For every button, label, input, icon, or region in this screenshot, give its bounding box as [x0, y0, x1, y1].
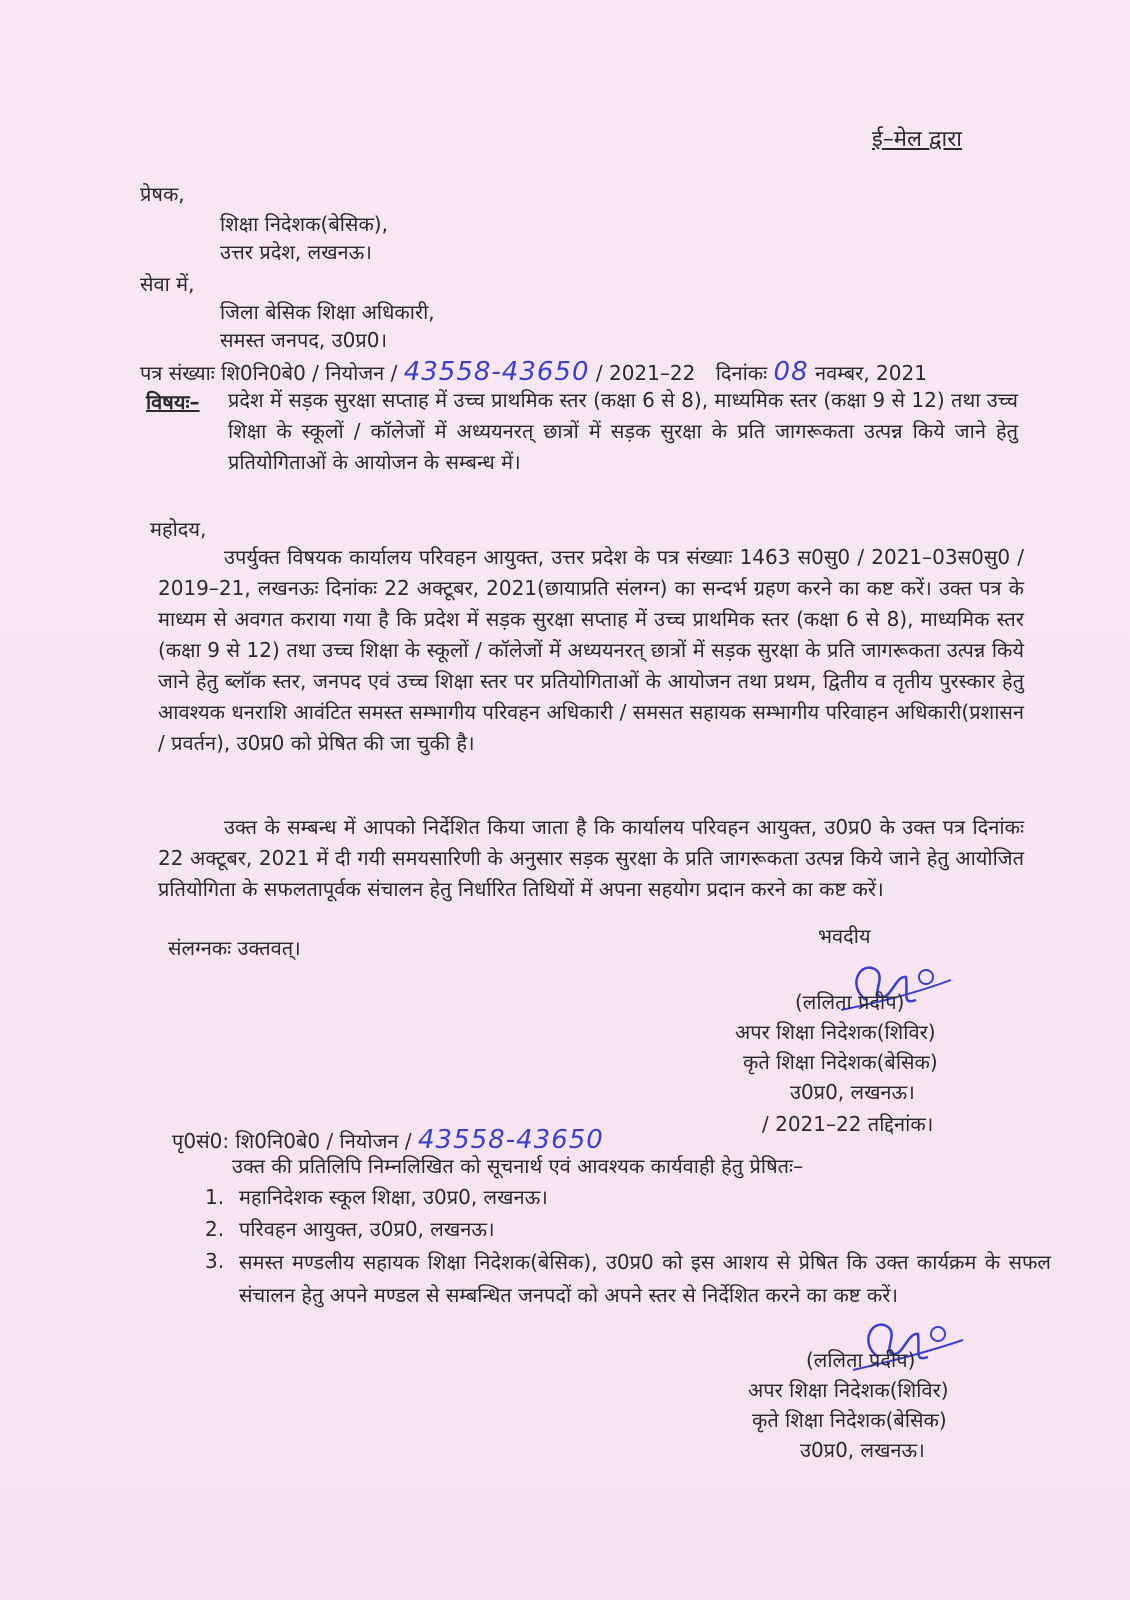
copy-list-item: 3. समस्त मण्डलीय सहायक शिक्षा निदेशक(बेसिक), उ0प्र0 को इस आशय से प्रेषित कि उक्त कार्यक्रम के सफल संचालन हेतु अपने मण्डल से सम्बन्धित जनपदों को अपने स्तर से निर्देशित करने का कष्ट करें।	[205, 1249, 1051, 1307]
recipient-line-1: जिला बेसिक शिक्षा अधिकारी,	[220, 300, 435, 324]
signature-1-place: उ0प्र0, लखनऊ।	[790, 1080, 915, 1104]
reference-number-handwritten: 43558-43650	[403, 357, 590, 387]
copy-reference-line	[172, 1126, 604, 1155]
signature-2-on-behalf: कृते शिक्षा निदेशक(बेसिक)	[752, 1408, 947, 1432]
subject-text: प्रदेश में सड़क सुरक्षा सप्ताह में उच्च प्राथमिक स्तर (कक्षा 6 से 8), माध्यमिक स्तर (कक्षा 9 से 12) तथा उच्च शिक्षा के स्कूलों / कॉलेजों में अध्ययनरत् छात्रों में सड़क सुरक्षा के प्रति जागरूकता उत्पन्न किये जाने हेतु प्रतियोगिताओं के आयोजन के सम्बन्ध में।	[228, 388, 1018, 474]
body-paragraph-1: उपर्युक्त विषयक कार्यालय परिवहन आयुक्त, उत्तर प्रदेश के पत्र संख्याः 1463 स0सु0 / 2021–03स0सु0 / 2019–21, लखनऊः दिनांकः 22 अक्टूबर, 2021(छायाप्रति संलग्न) का सन्दर्भ ग्रहण करने का कष्ट करें। उक्त पत्र के माध्यम से अवगत कराया गया है कि प्रदेश में सड़क सुरक्षा सप्ताह में उच्च प्राथमिक स्तर (कक्षा 6 से 8), माध्यमिक स्तर (कक्षा 9 से 12) तथा उच्च शिक्षा के स्कूलों / कॉलेजों में अध्ययनरत् छात्रों में सड़क सुरक्षा के प्रति जागरूकता उत्पन्न किये जाने हेतु ब्लॉक स्तर, जनपद एवं उच्च शिक्षा स्तर पर प्रतियोगिताओं के आयोजन तथा प्रथम, द्वितीय व तृतीय पुरस्कार हेतु आवश्यक धनराशि आवंटित समस्त सम्भागीय परिवहन अधिकारी / समसत सहायक सम्भागीय परिवाहन अधिकारी(प्रशासन / प्रवर्तन), उ0प्र0 को प्रेषित की जा चुकी है।	[158, 545, 1024, 755]
signature-1-name: (ललिता प्रदीप)	[795, 990, 905, 1014]
closing: भवदीय	[818, 924, 871, 948]
reference-date-rest: नवम्बर, 2021	[815, 361, 927, 385]
reference-date-day-handwritten: 08	[773, 357, 809, 387]
signature-1-on-behalf: कृते शिक्षा निदेशक(बेसिक)	[743, 1050, 938, 1074]
copy-reference-year-date: / 2021–22 तद्दिनांक।	[762, 1112, 934, 1136]
sender-line-1: शिक्षा निदेशक(बेसिक),	[220, 212, 388, 236]
copy-intro: उक्त की प्रतिलिपि निम्नलिखित को सूचनार्थ एवं आवश्यक कार्यवाही हेतु प्रेषितः–	[232, 1154, 804, 1178]
salutation: महोदय,	[150, 517, 207, 541]
recipient-label: सेवा में,	[140, 272, 195, 296]
signature-2-name: (ललिता प्रदीप)	[806, 1348, 916, 1372]
sender-line-2: उत्तर प्रदेश, लखनऊ।	[220, 240, 372, 264]
reference-prefix: पत्र संख्याः शि0नि0बे0 / नियोजन /	[140, 361, 398, 385]
reference-date-label: दिनांकः	[715, 361, 768, 385]
reference-year: / 2021–22	[595, 361, 696, 385]
signature-2-designation: अपर शिक्षा निदेशक(शिविर)	[748, 1378, 949, 1402]
copy-reference-prefix: पृ0सं0: शि0नि0बे0 / नियोजन /	[172, 1129, 412, 1153]
reference-line	[140, 358, 927, 387]
copy-list-item: 1. महानिदेशक स्कूल शिक्षा, उ0प्र0, लखनऊ।	[205, 1185, 548, 1209]
sender-label: प्रेषक,	[140, 182, 185, 206]
via-email-label: ई–मेल द्वारा	[872, 127, 962, 152]
copy-list-item: 2. परिवहन आयुक्त, उ0प्र0, लखनऊ।	[205, 1217, 495, 1241]
body-paragraph-2: उक्त के सम्बन्ध में आपको निर्देशित किया जाता है कि कार्यालय परिवहन आयुक्त, उ0प्र0 के उक्त पत्र दिनांकः 22 अक्टूबर, 2021 में दी गयी समयसारिणी के अनुसार सड़क सुरक्षा के प्रति जागरूकता उत्पन्न किये जाने हेतु आयोजित प्रतियोगिता के सफलतापूर्वक संचालन हेतु निर्धारित तिथियों में अपना सहयोग प्रदान करने का कष्ट करें।	[158, 815, 1024, 901]
signature-2-place: उ0प्र0, लखनऊ।	[800, 1438, 925, 1462]
enclosure: संलग्नकः उक्तवत्।	[168, 936, 301, 960]
subject-label: विषयः–	[146, 390, 200, 414]
recipient-line-2: समस्त जनपद, उ0प्र0।	[220, 328, 388, 352]
signature-1-designation: अपर शिक्षा निदेशक(शिविर)	[735, 1020, 936, 1044]
copy-reference-number-handwritten: 43558-43650	[418, 1125, 604, 1155]
